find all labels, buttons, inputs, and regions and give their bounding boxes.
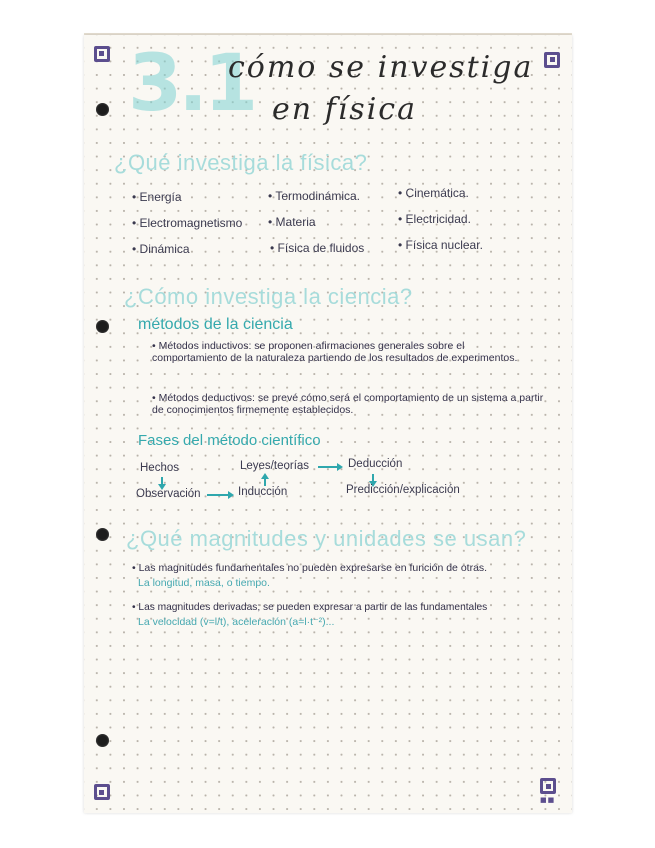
binder-hole-upper-mid (96, 320, 109, 333)
fundamental-magnitudes-text: • Las magnitudes fundamentales no pueden expresarse en función de otras. (132, 562, 488, 574)
topic-item: • Termodinámica. (268, 189, 361, 203)
topic-item: • Materia (268, 215, 316, 229)
derived-magnitudes-example: La velocidad (v=l/t), aceleración (a=l·t⁻²)... (138, 616, 335, 628)
flow-prediccion: Predicción/explicación (346, 484, 460, 496)
flow-hechos: Hechos (140, 462, 179, 474)
arrow-induccion-to-leyes (264, 478, 266, 486)
flow-observacion: Observación (136, 488, 201, 500)
inductive-method-text: • Métodos inductivos: se proponen afirmaciones generales sobre el comportamiento de la naturaleza partiendo de los resultados de experimentos. (152, 340, 518, 364)
subheading-methods: métodos de la ciencia (138, 316, 293, 333)
section-heading-magnitudes: ¿Qué magnitudes y unidades se usan? (126, 526, 527, 551)
corner-mark-bottom-left (94, 784, 110, 800)
page-title-line1: cómo se investiga (228, 50, 534, 85)
corner-mark-top-left (94, 46, 110, 62)
topic-item: • Energía (132, 190, 182, 204)
flow-induccion: Inducción (238, 486, 288, 498)
binder-hole-bottom (96, 734, 109, 747)
corner-dots: ■■ (540, 796, 556, 804)
arrow-deduccion-to-prediccion (372, 474, 374, 482)
page-title-line2: en física (272, 92, 417, 127)
fundamental-magnitudes-example: La longitud, masa, o tiempo. (138, 577, 270, 589)
flow-leyes: Leyes/teorías (240, 460, 310, 472)
topic-item: • Electricidad. (398, 212, 471, 226)
topic-item: • Física de fluidos (270, 241, 365, 255)
corner-mark-top-right (544, 52, 560, 68)
topic-item: • Electromagnetismo (132, 216, 243, 230)
deductive-method-text: • Métodos deductivos: se prevé cómo será el comportamiento de un sistema a partir de conocimientos firmemente establecidos. (152, 392, 544, 416)
section-number: 3.1 (128, 39, 255, 129)
section-heading-how: ¿Cómo investiga la ciencia? (124, 284, 413, 309)
derived-magnitudes-text: • Las magnitudes derivadas; se pueden expresar a partir de las fundamentales (132, 602, 488, 613)
binder-hole-lower-mid (96, 528, 109, 541)
topic-item: • Dinámica (132, 242, 190, 256)
arrow-observacion-to-induccion (207, 494, 229, 496)
binder-hole-top (96, 103, 109, 116)
topic-item: • Física nuclear. (398, 238, 483, 252)
arrow-leyes-to-deduccion (318, 466, 338, 468)
arrow-hechos-to-observacion (161, 477, 163, 485)
subheading-phases: Fases del método científico (138, 432, 321, 449)
flow-deduccion: Deducción (348, 458, 403, 470)
corner-mark-bottom-right (540, 778, 556, 794)
section-heading-what: ¿Qué investiga la física? (114, 150, 368, 175)
topic-item: • Cinemática. (398, 186, 469, 200)
